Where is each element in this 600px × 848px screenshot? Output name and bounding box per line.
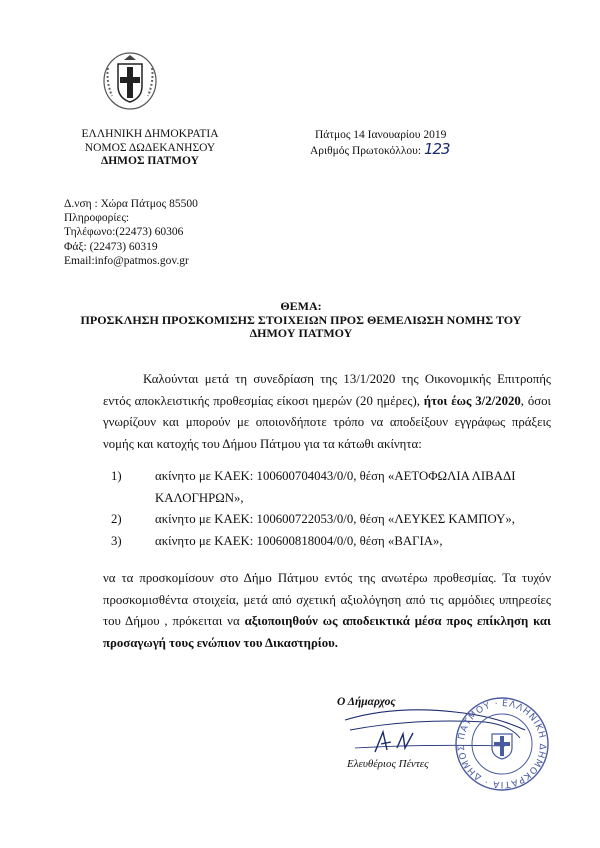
contact-fax: Φάξ: (22473) 60319 bbox=[64, 240, 158, 253]
list-item-text: ακίνητο με ΚΑΕΚ: 100600722053/0/0, θέση «ΛΕΥΚΕΣ ΚΑΜΠΟΥ», bbox=[155, 512, 515, 527]
letterhead-prefecture: ΝΟΜΟΣ ΔΩΔΕΚΑΝΗΣΟΥ bbox=[84, 141, 216, 154]
contact-address: Δ.νση : Χώρα Πάτμος 85500 bbox=[64, 198, 198, 210]
list-item-number: 1) bbox=[111, 469, 122, 483]
list-item-text: ακίνητο με ΚΑΕΚ: 100600704043/0/0, θέση «ΑΕΤΟΦΩΛΙΑ ΛΙΒΑΔΙ ΚΑΛΟΓΗΡΩΝ», bbox=[155, 469, 516, 505]
subject-line-2: ΔΗΜΟΥ ΠΑΤΜΟΥ bbox=[249, 326, 353, 340]
date-block bbox=[310, 128, 450, 158]
p1-deadline: ήτοι έως 3/2/2020 bbox=[423, 393, 521, 408]
list-item-number: 3) bbox=[111, 533, 122, 548]
contact-block bbox=[64, 197, 198, 268]
p1-text-a: Καλούνται μετά τη συνεδρίαση της 13/1/2020 της Οικονομικής Επιτροπής εντός αποκλειστικής προθεσμίας είκοσι ημερών (20 ημέρες), bbox=[103, 372, 551, 408]
protocol-line bbox=[310, 142, 450, 158]
subject-block bbox=[70, 300, 532, 341]
list-item bbox=[103, 531, 553, 553]
signature-role: Ο Δήμαρχος bbox=[337, 696, 396, 708]
contact-info: Πληροφορίες: bbox=[64, 212, 130, 225]
list-item-text: ακίνητο με ΚΑΕΚ: 100600818004/0/0, θέση «ΒΑΓΙΑ», bbox=[155, 533, 443, 548]
list-item bbox=[103, 466, 553, 509]
p2-text-a: να τα προσκομίσουν στο Δήμο Πάτμου εντός της ανωτέρω προθεσμίας. Τα τυχόν προσκομισθέντα στοιχεία, μετά από σχετική αξιολόγηση από τις αρμόδιες υπηρεσίες του Δήμου , πρόκειται να bbox=[103, 571, 551, 629]
list-item-number: 2) bbox=[111, 512, 122, 527]
property-list bbox=[103, 466, 553, 552]
p2-bold-text: αξιοποιηθούν ως αποδεικτικά μέσα προς επίκληση και προσαγωγή τους ενώπιον του Δικαστηρίου. bbox=[103, 614, 551, 650]
subject-line-1: ΠΡΟΣΚΛΗΣΗ ΠΡΟΣΚΟΜΙΣΗΣ ΣΤΟΙΧΕΙΩΝ ΠΡΟΣ ΘΕΜΕΛΙΩΣΗ ΝΟΜΗΣ ΤΟΥ bbox=[80, 312, 522, 327]
letterhead bbox=[60, 128, 240, 169]
contact-phone: Τηλέφωνο:(22473) 60306 bbox=[64, 226, 184, 239]
list-item bbox=[103, 509, 553, 531]
municipal-stamp-icon bbox=[452, 694, 552, 794]
signatory-name: Ελευθέριος Πέντες bbox=[347, 758, 429, 770]
letterhead-municipality: ΔΗΜΟΣ ΠΑΤΜΟΥ bbox=[101, 155, 199, 167]
contact-email: Email:info@patmos.gov.gr bbox=[64, 254, 189, 267]
body-paragraph-2 bbox=[103, 568, 551, 654]
coat-of-arms-icon bbox=[100, 50, 160, 112]
protocol-number: 123 bbox=[423, 140, 450, 158]
place-date: Πάτμος 14 Ιανουαρίου 2019 bbox=[315, 129, 447, 141]
p1-text-b: , όσοι γνωρίζουν και μπορούν με οποιονδήποτε τρόπο να αποδείξουν εγγράφως πράξεις νομής και κατοχής του Δήμου Πάτμου για τα κάτωθι ακίνητα: bbox=[103, 393, 551, 451]
protocol-label: Αριθμός Πρωτοκόλλου: bbox=[310, 145, 422, 157]
body-paragraph-1 bbox=[103, 369, 551, 455]
letterhead-country: ΕΛΛΗΝΙΚΗ ΔΗΜΟΚΡΑΤΙΑ bbox=[81, 128, 219, 140]
stamp-text: ΕΛΛΗΝΙΚΗ ΔΗΜΟΚΡΑΤΙΑ · ΔΗΜΟΣ ΠΑΤΜΟΥ · bbox=[456, 698, 548, 790]
subject-label: ΘΕΜΑ: bbox=[280, 299, 322, 313]
